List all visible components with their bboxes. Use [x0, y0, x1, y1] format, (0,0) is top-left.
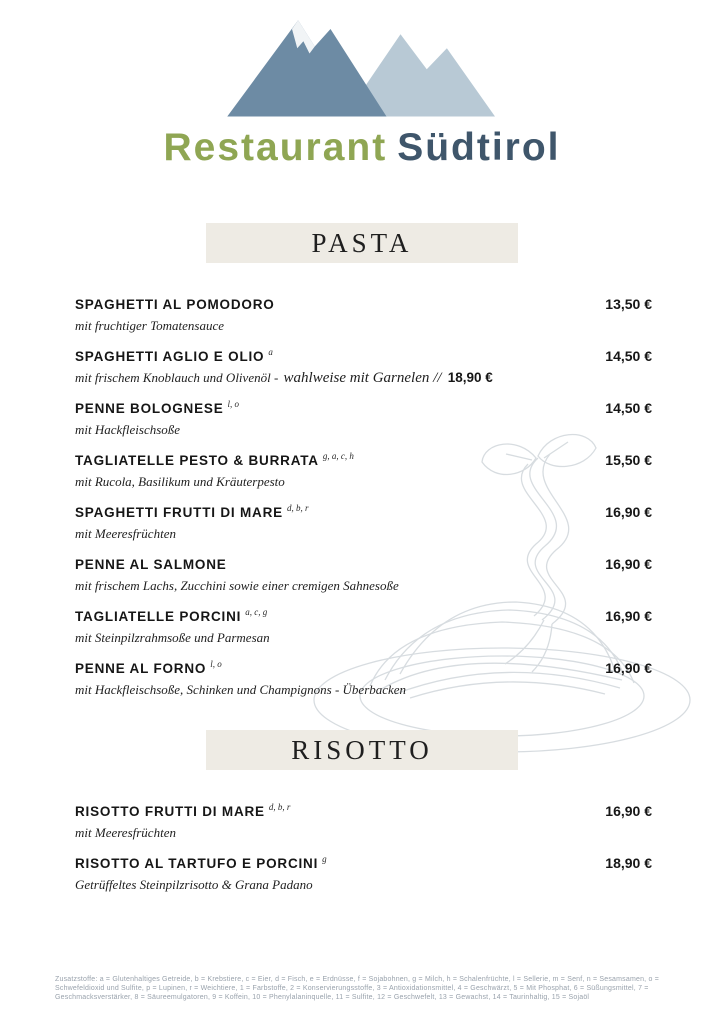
item-price: 16,90 €	[605, 504, 652, 520]
title-restaurant: Restaurant	[163, 126, 388, 169]
section-title-risotto	[206, 730, 518, 770]
item-row	[75, 855, 652, 873]
item-allergen-codes: d, b, r	[286, 502, 309, 513]
item-name-wrap	[75, 855, 327, 873]
item-description: mit Hackfleischsoße, Schinken und Champignons - Überbacken	[75, 682, 407, 697]
menu-item-spaghetti-al-pomodoro	[75, 296, 652, 334]
item-name-wrap	[75, 556, 231, 574]
menu-item-spaghetti-aglio-e-olio	[75, 348, 652, 386]
item-price: 16,90 €	[605, 608, 652, 624]
item-description: mit Hackfleischsoße	[75, 422, 181, 437]
item-row	[75, 296, 652, 314]
item-row	[75, 608, 652, 626]
menu-item-penne-bolognese	[75, 400, 652, 438]
item-description: mit frischem Lachs, Zucchini sowie einer cremigen Sahnesoße	[75, 578, 399, 593]
item-name-wrap	[75, 296, 279, 314]
item-row	[75, 400, 652, 418]
item-row	[75, 504, 652, 522]
item-name: RISOTTO FRUTTI DI MARE	[75, 804, 265, 819]
item-row	[75, 803, 652, 821]
item-allergen-codes: a	[268, 346, 273, 357]
item-allergen-codes: a, c, g	[245, 606, 268, 617]
item-price: 14,50 €	[605, 348, 652, 364]
section-title-pasta	[206, 223, 518, 263]
item-name: TAGLIATELLE PESTO & BURRATA	[75, 453, 319, 468]
item-option-text: wahlweise mit Garnelen //	[283, 370, 442, 386]
item-price: 16,90 €	[605, 803, 652, 819]
item-price: 16,90 €	[605, 556, 652, 572]
risotto-items	[75, 803, 652, 907]
item-name: SPAGHETTI FRUTTI DI MARE	[75, 505, 283, 520]
item-price: 13,50 €	[605, 296, 652, 312]
menu-item-tagliatelle-porcini	[75, 608, 652, 646]
menu-item-penne-al-forno	[75, 660, 652, 698]
item-name-wrap	[75, 608, 267, 626]
mountain-logo-icon	[0, 8, 724, 120]
item-option-price: 18,90 €	[447, 370, 493, 385]
menu-item-spaghetti-frutti-di-mare	[75, 504, 652, 542]
item-price: 18,90 €	[605, 855, 652, 871]
item-name: SPAGHETTI AGLIO E OLIO	[75, 349, 265, 364]
item-description-text: mit frischem Knoblauch und Olivenöl -	[75, 370, 279, 385]
item-description: Getrüffeltes Steinpilzrisotto & Grana Padano	[75, 877, 313, 892]
item-name-wrap	[75, 504, 308, 522]
item-name: RISOTTO AL TARTUFO E PORCINI	[75, 856, 319, 871]
item-name: PENNE AL FORNO	[75, 661, 207, 676]
item-name-wrap	[75, 348, 273, 366]
item-description: mit Steinpilzrahmsoße und Parmesan	[75, 630, 270, 645]
item-row	[75, 348, 652, 366]
section-title-pasta-label: PASTA	[311, 228, 413, 258]
restaurant-title	[0, 126, 724, 170]
item-price: 16,90 €	[605, 660, 652, 676]
pasta-items	[75, 296, 652, 712]
allergen-footnote: Zusatzstoffe: a = Glutenhaltiges Getreide, b = Krebstiere, c = Eier, d = Fisch, e = Erdnüsse, f = Sojabohnen, g = Milch, h = Schalenfrüchte, l = Sellerie, m = Senf, n = Sesamsamen, o = Schwefeldioxid und Sulfite, p = Lupinen, r = Weichtiere, 1 = Farbstoffe, 2 = Konservierungsstoffe, 3 = Antioxidationsmittel, 4 = Geschwärzt, 5 = Mit Phosphat, 6 = Süßungsmittel, 7 = Geschmacksverstärker, 8 = Säureemulgatoren, 9 = Koffein, 10 = Phenylalaninquelle, 11 = Sulfite, 12 = Geschwefelt, 13 = Gewachst, 14 = Taurinhaltig, 15 = Sojaöl	[55, 976, 659, 1001]
item-name: PENNE AL SALMONE	[75, 557, 227, 572]
item-price: 15,50 €	[605, 452, 652, 468]
menu-item-tagliatelle-pesto-burrata	[75, 452, 652, 490]
item-allergen-codes: g, a, c, h	[322, 450, 354, 461]
item-row	[75, 452, 652, 470]
item-price: 14,50 €	[605, 400, 652, 416]
item-name: PENNE BOLOGNESE	[75, 401, 224, 416]
menu-item-risotto-frutti-di-mare	[75, 803, 652, 841]
item-description: mit Meeresfrüchten	[75, 825, 176, 840]
item-name-wrap	[75, 452, 354, 470]
item-description: mit Rucola, Basilikum und Kräuterpesto	[75, 474, 285, 489]
item-name: SPAGHETTI AL POMODORO	[75, 297, 275, 312]
item-row	[75, 660, 652, 678]
brand-header	[0, 8, 724, 170]
item-name-wrap	[75, 400, 239, 418]
item-description	[75, 370, 652, 386]
item-description: mit Meeresfrüchten	[75, 526, 176, 541]
item-name: TAGLIATELLE PORCINI	[75, 609, 242, 624]
item-description: mit fruchtiger Tomatensauce	[75, 318, 225, 333]
item-name-wrap	[75, 803, 290, 821]
menu-item-penne-al-salmone	[75, 556, 652, 594]
item-allergen-codes: l, o	[227, 398, 240, 409]
item-allergen-codes: g	[322, 853, 327, 864]
item-name-wrap	[75, 660, 222, 678]
title-suedtirol: Südtirol	[397, 126, 561, 169]
section-title-risotto-label: RISOTTO	[291, 735, 433, 765]
item-row	[75, 556, 652, 574]
menu-item-risotto-al-tartufo-e-porcini	[75, 855, 652, 893]
item-allergen-codes: l, o	[210, 658, 222, 669]
item-allergen-codes: d, b, r	[268, 801, 291, 812]
